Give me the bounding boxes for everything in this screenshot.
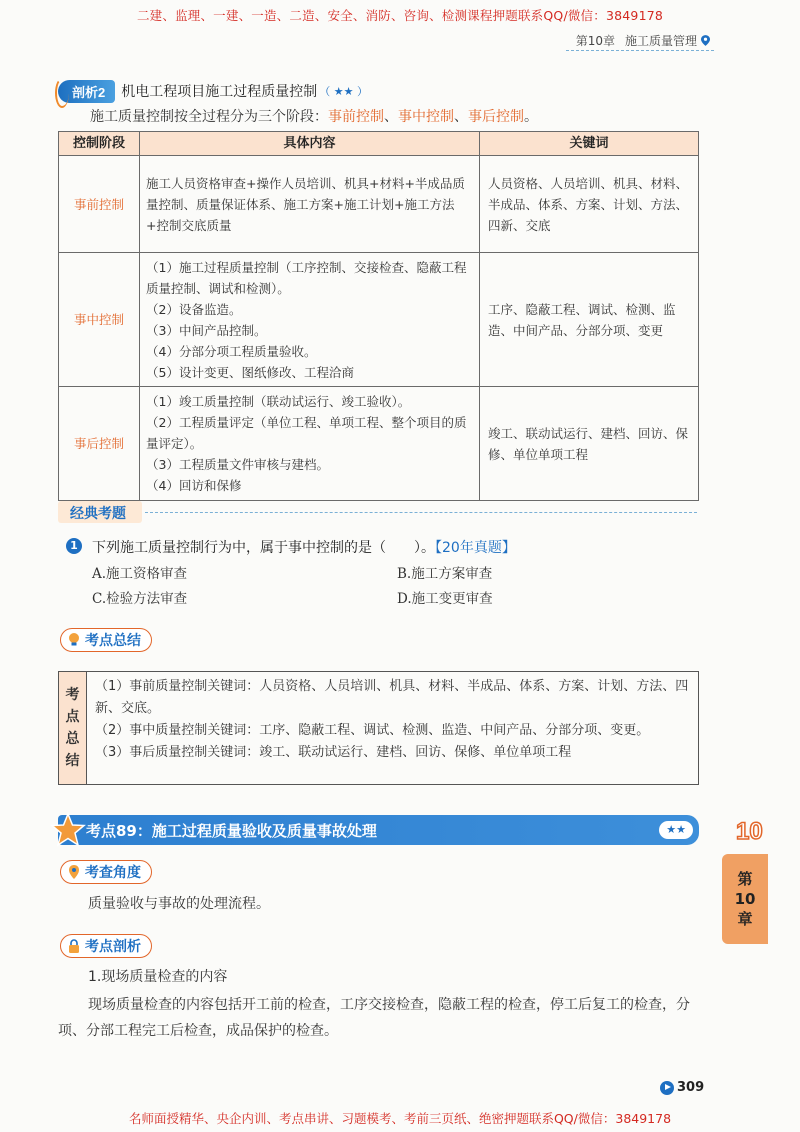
summary-tag-label: 考点总结 [85,633,141,649]
table-row [59,253,699,387]
chapter-number: 第10章 [575,34,615,48]
option-d: D.施工变更审查 [397,591,493,607]
bottom-promo-banner: 名师面授精华、央企内训、考点串讲、习题模考、考前三页纸、绝密押题联系QQ/微信：3849178 [128,1111,672,1126]
page-number-text: 309 [677,1080,705,1095]
lightbulb-icon [67,632,81,648]
summary-box [58,671,699,785]
content-line: （3）中间产品控制。 [146,322,267,338]
analysis-pill [60,934,152,958]
stage-cell: 事后控制 [59,387,140,501]
point-89-stars: ★★ [659,821,693,839]
content-cell [140,253,480,387]
page-number [660,1080,704,1095]
content-cell [140,156,480,253]
question-year: 【20年真题】 [435,540,516,556]
classic-tag-label: 经典考题 [70,506,126,522]
analysis-heading [58,80,368,102]
chapter-header [576,32,710,49]
side-tab-label [722,854,768,944]
summary-line: （1）事前质量控制关键词：人员资格、人员培训、机具、材料、半成品、体系、方案、计划、方法、四新、交底。 [95,679,689,716]
analysis-tag [60,934,152,958]
classic-questions-tag [58,501,148,523]
content-line: （1）施工过程质量控制（工序控制、交接检查、隐蔽工程质量控制、调试和检测）。 [146,259,467,296]
col-header-content: 具体内容 [140,132,480,156]
table-row [59,156,699,253]
point-89-banner [58,815,699,845]
section-divider [145,512,697,513]
summary-line: （3）事后质量控制关键词：竣工、联动试运行、建档、回访、保修、单位单项工程 [95,745,572,760]
body-paragraph: 现场质量检查的内容包括开工前的检查，工序交接检查，隐蔽工程的检查，停工后复工的检查，分项、分部工程完工后检查，成品保护的检查。 [58,997,690,1039]
side-tab-number: 10 [736,818,763,845]
difficulty-stars: （ ★★ ） [319,85,368,98]
analysis-title: 机电工程项目施工过程质量控制 [121,84,318,100]
star-icon [50,812,86,848]
content-line: （2）工程质量评定（单位工程、单项工程、整个项目的质量评定）。 [146,415,467,451]
angle-tag [60,860,152,884]
keywords-cell: 竣工、联动试运行、建档、回访、保修、单位单项工程 [480,387,699,501]
keywords-cell: 工序、隐蔽工程、调试、检测、监造、中间产品、分部分项、变更 [480,253,699,387]
analysis-tag-label: 考点剖析 [85,939,141,955]
side-tab-char: 10 [734,890,756,908]
point-89-title: 考点89：施工过程质量验收及质量事故处理 [86,822,377,840]
option-c: C.检验方法审查 [92,591,188,607]
label-char: 结 [65,753,80,769]
content-line: （4）分部分项工程质量验收。 [146,343,317,359]
intro-text: 施工质量控制按全过程分为三个阶段： [90,109,328,125]
intro-line [90,106,538,126]
table-header-row [59,132,699,156]
side-tab-char: 章 [737,910,753,928]
option-b: B.施工方案审查 [397,566,493,582]
summary-side-label [59,672,87,784]
play-icon [660,1081,674,1095]
content-line: （3）工程质量文件审核与建档。 [146,457,329,472]
pin-icon [67,864,81,880]
col-header-stage: 控制阶段 [59,132,140,156]
lock-icon [67,938,81,954]
question-number: 1 [66,538,82,554]
period: 。 [524,109,538,125]
label-char: 点 [65,709,80,725]
content-line: 施工人员资格审查+操作人员培训、机具+材料+半成品质量控制、质量保证体系、施工方案+施工计划+施工方法+控制交底质量 [146,175,465,233]
analysis-badge: 剖析2 [58,80,115,103]
label-char: 总 [65,731,80,747]
summary-body [95,676,693,764]
col-header-keywords: 关键词 [480,132,699,156]
option-a: A.施工资格审查 [92,566,188,582]
table-row [59,387,699,501]
subheading: 1.现场质量检查的内容 [88,969,228,985]
angle-pill [60,860,152,884]
separator: 、 [384,109,398,125]
summary-tag [60,628,152,652]
summary-line: （2）事中质量控制关键词：工序、隐蔽工程、调试、检测、监造、中间产品、分部分项、变更。 [95,723,650,738]
content-line: （1）竣工质量控制（联动试运行、竣工验收）。 [146,394,411,409]
content-line: （5）设计变更、图纸修改、工程洽商 [146,364,354,380]
quality-control-table [58,131,699,501]
question-text [92,537,516,557]
section-title: 施工质量管理 [624,34,697,48]
side-tab-char: 第 [737,870,753,888]
angle-tag-label: 考查角度 [85,865,141,881]
content-line: （2）设备监造。 [146,301,242,317]
location-pin-icon [701,35,710,46]
top-promo-banner: 二建、监理、一建、一造、二造、安全、消防、咨询、检测课程押题联系QQ/微信：3849178 [136,8,664,23]
content-cell [140,387,480,501]
summary-pill [60,628,152,652]
keywords-cell: 人员资格、人员培训、机具、材料、半成品、体系、方案、计划、方法、四新、交底 [480,156,699,253]
separator: 、 [454,109,468,125]
stage-cell: 事中控制 [59,253,140,387]
phase-pre: 事前控制 [328,109,384,125]
stage-cell: 事前控制 [59,156,140,253]
header-divider [566,50,714,51]
question-stem: 下列施工质量控制行为中，属于事中控制的是（ ）。 [92,540,435,556]
label-char: 考 [65,687,80,703]
angle-text: 质量验收与事故的处理流程。 [88,896,270,912]
phase-post: 事后控制 [468,109,524,125]
phase-during: 事中控制 [398,109,454,125]
content-line: （4）回访和保修 [146,478,242,493]
